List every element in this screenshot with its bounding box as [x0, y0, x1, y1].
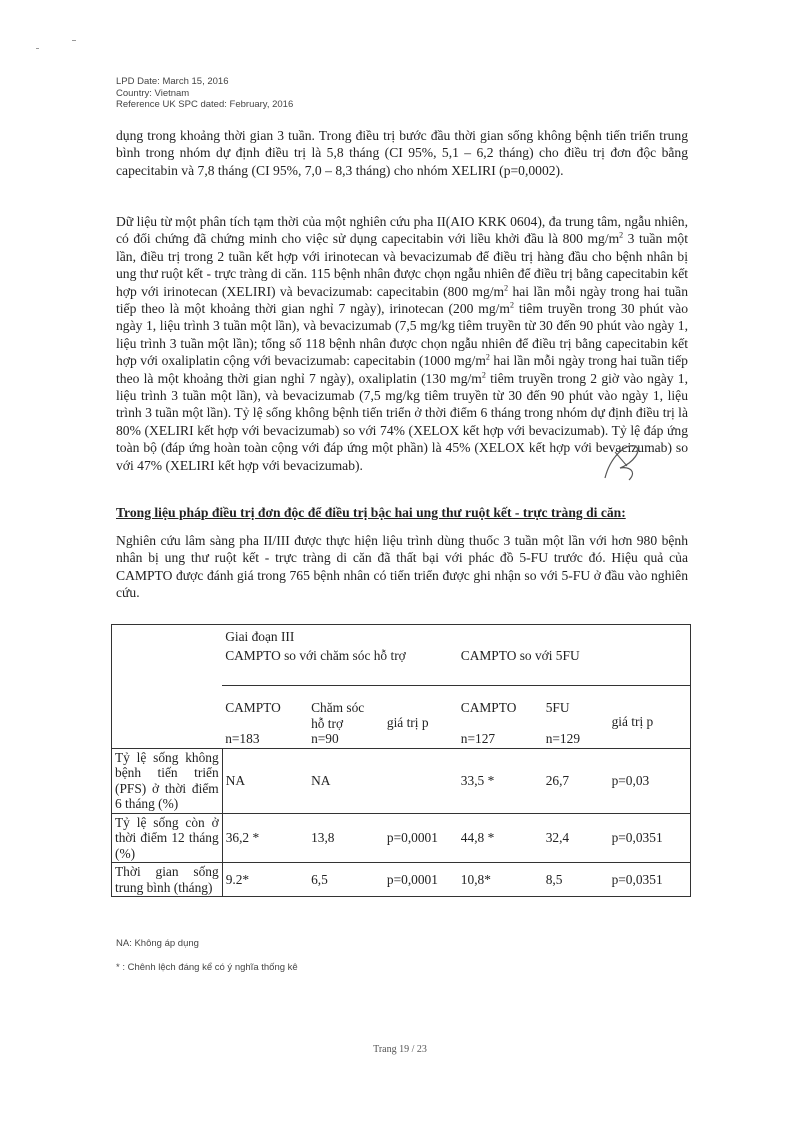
col-header-campto: CAMPTO n=183: [222, 686, 308, 749]
section-heading-second-line: Trong liệu pháp điều trị đơn độc để điều trị bậc hai ung thư ruột kết - trực tràng di căn:: [116, 505, 626, 520]
col-header-campto-2: CAMPTO n=127: [458, 686, 543, 749]
handwritten-initial-mark: [585, 438, 655, 488]
cell-value: 9.2*: [222, 863, 308, 897]
note-significance: * : Chênh lệch đáng kể có ý nghĩa thống kê: [116, 962, 298, 973]
cell-value: p=0,0351: [609, 813, 691, 863]
cell-value: NA: [308, 748, 384, 813]
margin-dot: [72, 40, 76, 41]
row-label-pfs: Tỷ lệ sống không bệnh tiến triển (PFS) ở thời điểm 6 tháng (%): [112, 748, 223, 813]
cell-value: 33,5 *: [458, 748, 543, 813]
margin-dot: [36, 48, 39, 49]
page-number: Trang 19 / 23: [373, 1044, 427, 1055]
cell-value: 26,7: [543, 748, 609, 813]
header-country: Country: Vietnam: [116, 87, 190, 99]
table-group-5fu: CAMPTO so với 5FU: [458, 646, 691, 686]
paragraph-xeliri-pfs: dụng trong khoảng thời gian 3 tuần. Trong điều trị bước đầu thời gian sống không bệnh tiến triển trung bình trong nhóm dự định điều trị là 5,8 tháng (CI 95%, 5,1 – 6,2 tháng) cho điều trị đơn độc bằng capecitabin và 7,8 tháng (CI 95%, 7,0 – 8,3 tháng) cho nhóm XELIRI (p=0,0002).: [116, 128, 688, 178]
paragraph-phase-study: Nghiên cứu lâm sàng pha II/III được thực hiện liệu trình dùng thuốc 3 tuần một lần với hơn 980 bệnh nhân bị ung thư ruột kết - trực tràng di căn đã thất bại với phác đồ 5-FU trước đó. Hiệu quả của CAMPTO được đánh giá trong 765 bệnh nhân có tiến triển được ghi nhận so với 5-FU ở đầu vào nghiên cứu.: [116, 533, 688, 601]
cell-value: 36,2 *: [222, 813, 308, 863]
cell-value: p=0,0001: [384, 813, 458, 863]
cell-value: 32,4: [543, 813, 609, 863]
cell-value: NA: [222, 748, 308, 813]
table-phase-label: Giai đoạn III: [222, 625, 690, 646]
cell-value: 8,5: [543, 863, 609, 897]
header-date: LPD Date: March 15, 2016: [116, 76, 229, 87]
cell-value: 6,5: [308, 863, 384, 897]
cell-value: 44,8 *: [458, 813, 543, 863]
col-header-support-care: Chăm sóc hỗ trợ n=90: [308, 686, 384, 749]
table-row: [112, 748, 691, 813]
row-label-median-survival: Thời gian sống trung bình (tháng): [112, 863, 223, 897]
cell-value: p=0,0351: [609, 863, 691, 897]
table-row: [112, 863, 691, 897]
col-header-5fu: 5FU n=129: [543, 686, 609, 749]
note-na: NA: Không áp dụng: [116, 938, 199, 949]
cell-value: 13,8: [308, 813, 384, 863]
header-reference: Reference UK SPC dated: February, 2016: [116, 99, 294, 110]
row-label-survival-12m: Tỷ lệ sống còn ở thời điểm 12 tháng (%): [112, 813, 223, 863]
table-group-support-care: CAMPTO so với chăm sóc hỗ trợ: [222, 646, 458, 686]
col-header-p-value: giá trị p: [384, 686, 458, 749]
results-table: [111, 624, 691, 897]
col-header-p-value-2: giá trị p: [609, 686, 691, 749]
paragraph-aio-krk-study: Dữ liệu từ một phân tích tạm thời của một nghiên cứu pha II(AIO KRK 0604), đa trung tâm, ngẫu nhiên, có đối chứng đã chứng minh cho việc sử dụng capecitabin với liều khởi đầu là 800 $mg/m^2$ 3 tuần một lần, điều trị trong 2 tuần kết hợp với irinotecan và bevacizumab để điều trị hàng đầu cho bệnh nhân bị ung thư ruột kết - trực tràng di căn. 115 bệnh nhân được chọn ngẫu nhiên để điều trị bằng capecitabin kết hợp với irinotecan (XELIRI) và bevacizumab: capecitabin (800 $mg/m^2$ hai lần mỗi ngày trong hai tuần tiếp theo là một khoảng thời gian nghỉ 7 ngày), irinotecan (200 $mg/m^2$ tiêm truyền trong 30 phút vào ngày 1, liệu trình 3 tuần một lần), và bevacizumab (7,5 mg/kg tiêm truyền từ 30 đến 90 phút vào ngày 1, liệu trình 3 tuần một lần); tổng số 118 bệnh nhân được chọn ngẫu nhiên để điều trị bằng capecitabin kết hợp với oxaliplatin cộng với bevacizumab: capecitabin (1000 $mg/m^2$ hai lần mỗi ngày trong hai tuần tiếp theo là một khoảng thời gian nghỉ 7 ngày), oxaliplatin (130 $mg/m^2$ tiêm truyền trong 2 giờ vào ngày 1, liệu trình 3 tuần một lần), và bevacizumab (7,5 mg/kg tiêm truyền từ 30 đến 90 phút vào ngày 1, liệu trình 3 tuần một lần). Tỷ lệ sống không bệnh tiến triển ở thời điểm 6 tháng trong nhóm dự định điều trị là 80% (XELIRI kết hợp với bevacizumab) so với 74% (XELOX kết hợp với bevacizumab). Tỷ lệ đáp ứng toàn bộ (đáp ứng hoàn toàn cộng với đáp ứng một phần) là 45% (XELOX kết hợp với bevacizumab) so với 47% (XELIRI kết hợp với bevacizumab).: [116, 214, 688, 473]
cell-value: [384, 748, 458, 813]
cell-value: p=0,03: [609, 748, 691, 813]
document-header: [116, 76, 293, 111]
table-row: [112, 813, 691, 863]
cell-value: 10,8*: [458, 863, 543, 897]
cell-value: p=0,0001: [384, 863, 458, 897]
